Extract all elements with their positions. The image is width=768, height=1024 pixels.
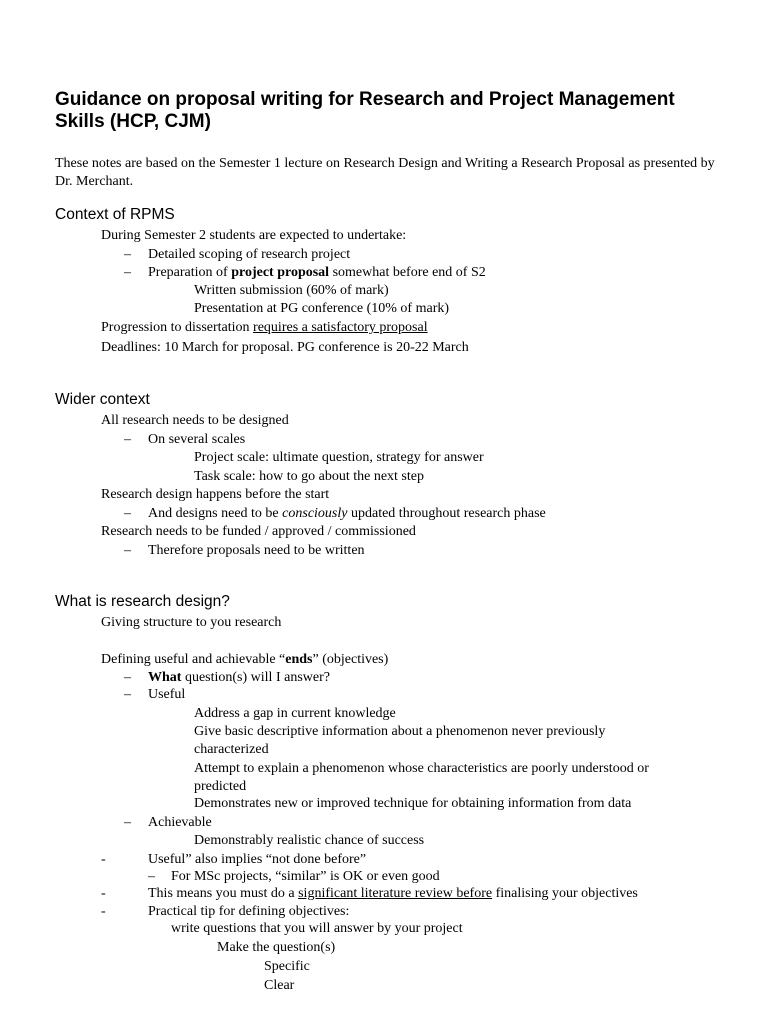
hyphen-marker: - [101, 852, 106, 867]
underlined-text: significant literature review before [298, 886, 493, 901]
wider-line-7: Research needs to be funded / approved / commissioned [101, 524, 416, 539]
wider-line-6 [148, 505, 546, 523]
design-line-13 [148, 885, 638, 903]
design-line-11: Useful” also implies “not done before” [148, 852, 367, 867]
wider-line-4: Task scale: how to go about the next step [194, 469, 424, 484]
heading-wider-context: Wider context [55, 391, 150, 408]
design-line-4: Useful [148, 687, 186, 702]
text-run: question(s) will I answer? [181, 670, 330, 685]
dash-marker: – [124, 687, 131, 702]
bold-text: ends [285, 652, 313, 667]
design-line-15: write questions that you will answer by your project [171, 921, 463, 936]
design-line-2 [101, 651, 388, 669]
text-run: This means you must do a [148, 886, 299, 901]
text-run: Progression to dissertation [101, 320, 254, 335]
text-run: ” (objectives) [312, 652, 389, 667]
text-run: finalising your objectives [492, 886, 638, 901]
design-line-10: Demonstrably realistic chance of success [194, 833, 425, 848]
underlined-text: requires a satisfactory proposal [253, 320, 428, 335]
design-line-6a: Give basic descriptive information about a phenomenon never previously [194, 724, 606, 739]
hyphen-marker: - [101, 886, 106, 901]
design-line-12: For MSc projects, “similar” is OK or even good [171, 869, 440, 884]
italic-text: consciously [282, 506, 348, 521]
wider-line-3: Project scale: ultimate question, strategy for answer [194, 450, 484, 465]
hyphen-marker: - [101, 904, 106, 919]
wider-line-5: Research design happens before the start [101, 487, 330, 502]
dash-marker: – [124, 247, 131, 262]
context-line-7: Deadlines: 10 March for proposal. PG conference is 20-22 March [101, 340, 469, 355]
dash-marker: – [124, 265, 131, 280]
context-line-6 [101, 319, 428, 337]
text-run: updated throughout research phase [347, 506, 546, 521]
context-line-5: Presentation at PG conference (10% of mark) [194, 301, 450, 316]
design-line-1: Giving structure to you research [101, 615, 282, 630]
text-run: And designs need to be [148, 506, 283, 521]
context-line-2: Detailed scoping of research project [148, 247, 351, 262]
wider-line-2: On several scales [148, 432, 246, 447]
dash-marker: – [124, 543, 131, 558]
design-line-9: Achievable [148, 815, 212, 830]
design-line-17: Specific [264, 959, 310, 974]
design-line-3 [148, 669, 330, 687]
bold-text: project proposal [231, 265, 330, 280]
heading-research-design: What is research design? [55, 593, 230, 610]
heading-context-of-rpms: Context of RPMS [55, 206, 175, 223]
intro-paragraph: These notes are based on the Semester 1 lecture on Research Design and Writing a Research Proposal as presented by Dr. Merchant. [55, 156, 715, 189]
design-line-16: Make the question(s) [217, 940, 336, 955]
text-run: somewhat before end of S2 [329, 265, 486, 280]
wider-line-8: Therefore proposals need to be written [148, 543, 365, 558]
dash-marker: – [124, 815, 131, 830]
context-line-1: During Semester 2 students are expected to undertake: [101, 228, 407, 243]
bold-text: What [148, 670, 182, 685]
context-line-4: Written submission (60% of mark) [194, 283, 389, 298]
dash-marker: – [148, 869, 155, 884]
dash-marker: – [124, 670, 131, 685]
design-line-14: Practical tip for defining objectives: [148, 904, 350, 919]
design-line-5: Address a gap in current knowledge [194, 706, 396, 721]
design-line-6b: characterized [194, 742, 269, 757]
text-run: Defining useful and achievable “ [101, 652, 286, 667]
design-line-7b: predicted [194, 779, 247, 794]
text-run: Preparation of [148, 265, 232, 280]
design-line-7a: Attempt to explain a phenomenon whose characteristics are poorly understood or [194, 761, 649, 776]
design-line-8: Demonstrates new or improved technique for obtaining information from data [194, 796, 632, 811]
document-title: Guidance on proposal writing for Research and Project Management Skills (HCP, CJM) [55, 89, 675, 132]
wider-line-1: All research needs to be designed [101, 413, 289, 428]
context-line-3 [148, 264, 486, 282]
dash-marker: – [124, 432, 131, 447]
design-line-18: Clear [264, 978, 295, 993]
dash-marker: – [124, 506, 131, 521]
